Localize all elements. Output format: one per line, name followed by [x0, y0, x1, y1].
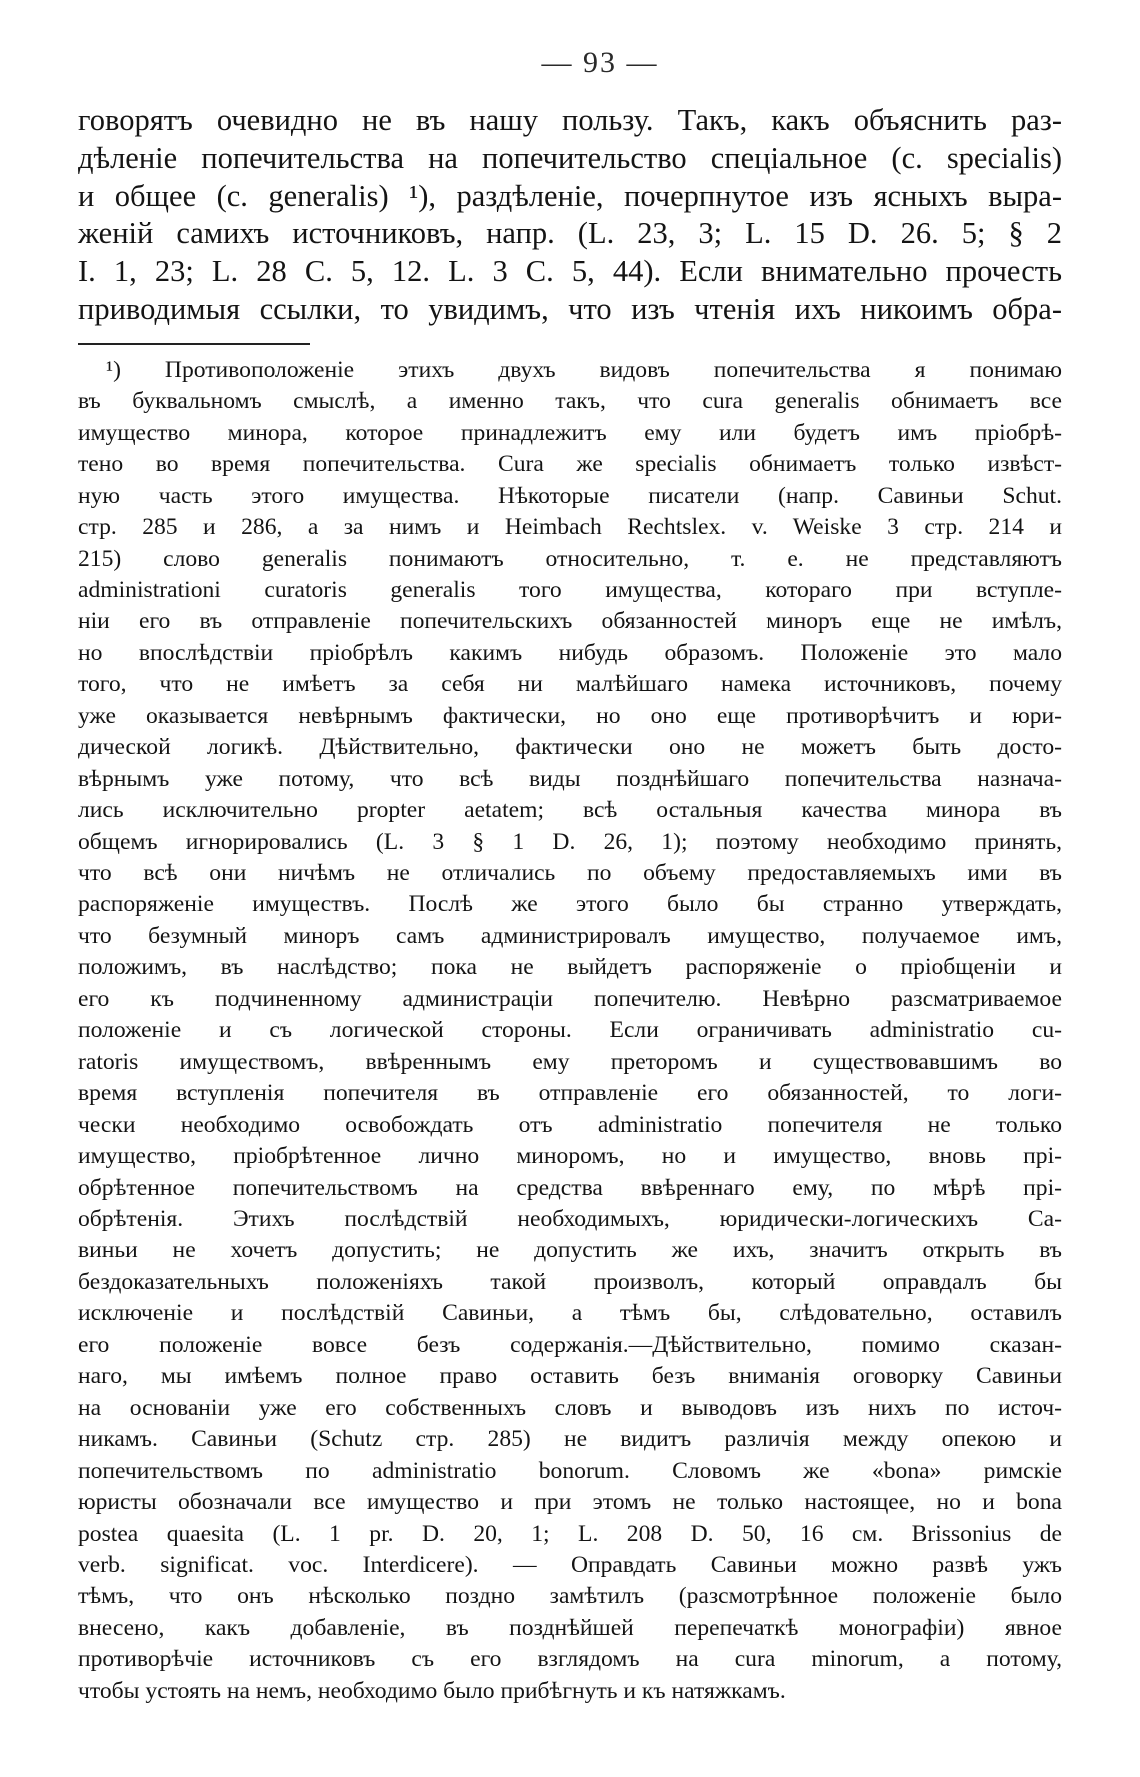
footnote-line: никамъ. Савиньи (Schutz стр. 285) не видитъ различія между опекою и [78, 1426, 1062, 1453]
main-text-line: и общее (c. generalis) ¹), раздѣленіе, почерпнутое изъ ясныхъ выра- [78, 178, 1062, 213]
footnote-line: ную часть этого имущества. Нѣкоторые писатели (напр. Савиньи Schut. [78, 482, 1062, 509]
footnote-line: исключеніе и послѣдствій Савиньи, а тѣмъ бы, слѣдовательно, оставилъ [78, 1300, 1062, 1327]
main-text-line: I. 1, 23; L. 28 C. 5, 12. L. 3 C. 5, 44). Если внимательно прочесть [78, 254, 1062, 289]
footnote-line: время вступленія попечителя въ отправленіе его обязанностей, то логи- [78, 1080, 1062, 1107]
footnote-line: обрѣтенія. Этихъ послѣдствій необходимыхъ, юридически-логическихъ Са- [78, 1206, 1062, 1233]
footnote-line: лись исключительно propter aetatem; всѣ остальныя качества минора въ [78, 797, 1062, 824]
footnote-line: уже оказывается невѣрнымъ фактически, но оно еще противорѣчитъ и юри- [78, 702, 1062, 729]
footnote-line: его положеніе вовсе безъ содержанія.—Дѣйствительно, помимо сказан- [78, 1331, 1062, 1358]
footnote-line: имущество, пріобрѣтенное лично миноромъ, но и имущество, вновь прі- [78, 1143, 1062, 1170]
footnote-line: имущество минора, которое принадлежитъ ему или будетъ имъ пріобрѣ- [78, 419, 1062, 446]
footnote-line: verb. significat. voc. Interdicere). — Оправдать Савиньи можно развѣ ужъ [78, 1552, 1062, 1578]
footnote-line: внесено, какъ добавленіе, въ позднѣйшей перепечаткѣ монографіи) явное [78, 1614, 1062, 1641]
footnote-line: administrationi curatoris generalis того имущества, котораго при вступле- [78, 576, 1062, 603]
footnote-divider [78, 343, 310, 345]
footnote-line: наго, мы имѣемъ полное право оставить безъ вниманія оговорку Савиньи [78, 1363, 1062, 1390]
footnote-line: вѣрнымъ уже потому, что всѣ виды позднѣйшаго попечительства назнача- [78, 765, 1062, 792]
footnote-line: postea quaesita (L. 1 pr. D. 20, 1; L. 208 D. 50, 16 см. Brissonius de [78, 1520, 1062, 1547]
main-text [78, 102, 1062, 329]
footnote-line: виньи не хочетъ допустить; не допустить же ихъ, значитъ открыть въ [78, 1237, 1062, 1264]
footnote-line: ratoris имуществомъ, ввѣреннымъ ему преторомъ и существовавшимъ во [78, 1048, 1062, 1075]
footnote-line: противорѣчіе источниковъ съ его взглядомъ на cura minorum, а потому, [78, 1646, 1062, 1673]
footnote-line: распоряженіе имуществъ. Послѣ же этого было бы странно утверждать, [78, 891, 1062, 918]
main-text-line: приводимыя ссылки, то увидимъ, что изъ чтенія ихъ никоимъ обра- [78, 291, 1062, 326]
footnote-line: попечительствомъ по administratio bonorum. Словомъ же «bona» римскіе [78, 1457, 1062, 1484]
footnote-line: положимъ, въ наслѣдство; пока не выйдетъ распоряженіе о пріобщеніи и [78, 954, 1062, 981]
footnote-line: тѣмъ, что онъ нѣсколько поздно замѣтилъ (разсмотрѣнное положеніе было [78, 1583, 1062, 1610]
footnote-line: ніи его въ отправленіе попечительскихъ обязанностей миноръ еще не имѣлъ, [78, 608, 1062, 635]
footnote-line: обрѣтенное попечительствомъ на средства ввѣреннаго ему, по мѣрѣ прі- [78, 1174, 1062, 1201]
footnote-line: юристы обозначали все имущество и при этомъ не только настоящее, но и bona [78, 1489, 1062, 1516]
footnote-line: общемъ игнорировались (L. 3 § 1 D. 26, 1); поэтому необходимо принять, [78, 828, 1062, 855]
footnote-line: на основаніи уже его собственныхъ словъ и выводовъ изъ нихъ по источ- [78, 1394, 1062, 1421]
footnote-line: чески необходимо освобождать отъ administratio попечителя не только [78, 1111, 1062, 1138]
footnote-line: въ буквальномъ смыслѣ, а именно такъ, что cura generalis обнимаетъ все [78, 388, 1062, 415]
footnote-line: стр. 285 и 286, а за нимъ и Heimbach Rechtslex. v. Weiske 3 стр. 214 и [78, 514, 1062, 541]
footnote-line: тено во время попечительства. Cura же specialis обнимаетъ только извѣст- [78, 451, 1062, 478]
footnote-line: что безумный миноръ самъ администрировалъ имущество, получаемое имъ, [78, 922, 1062, 949]
footnote-line: бездоказательныхъ положеніяхъ такой произволъ, который оправдалъ бы [78, 1268, 1062, 1295]
footnote [78, 355, 1062, 1707]
main-text-line: дѣленіе попечительства на попечительство спеціальное (c. specialis) [78, 140, 1062, 175]
footnote-line: положеніе и съ логической стороны. Если ограничивать administratio cu- [78, 1017, 1062, 1044]
footnote-line: его къ подчиненному администраціи попечителю. Невѣрно разсматриваемое [78, 985, 1062, 1012]
main-text-line: говорятъ очевидно не въ нашу пользу. Такъ, какъ объяснить раз- [78, 103, 1062, 137]
footnote-line: чтобы устоять на немъ, необходимо было прибѣгнуть и къ натяжкамъ. [78, 1677, 786, 1704]
main-text-line: женій самихъ источниковъ, напр. (L. 23, 3; L. 15 D. 26. 5; § 2 [78, 216, 1062, 251]
page-number: — 93 — [541, 46, 659, 79]
footnote-line: что всѣ они ничѣмъ не отличались по объему предоставляемыхъ ими въ [78, 860, 1062, 887]
book-page [78, 46, 1062, 1707]
footnote-line: того, что не имѣетъ за себя ни малѣйшаго намека источниковъ, почему [78, 671, 1062, 698]
footnote-line: но впослѣдствіи пріобрѣлъ какимъ нибудь образомъ. Положеніе это мало [78, 639, 1062, 666]
footnote-line: ¹) Противоположеніе этихъ двухъ видовъ попечительства я понимаю [106, 356, 1062, 383]
footnote-line: 215) слово generalis понимаютъ относительно, т. е. не представляютъ [78, 545, 1062, 572]
footnote-line: дической логикѣ. Дѣйствительно, фактически оно не можетъ быть досто- [78, 734, 1062, 761]
